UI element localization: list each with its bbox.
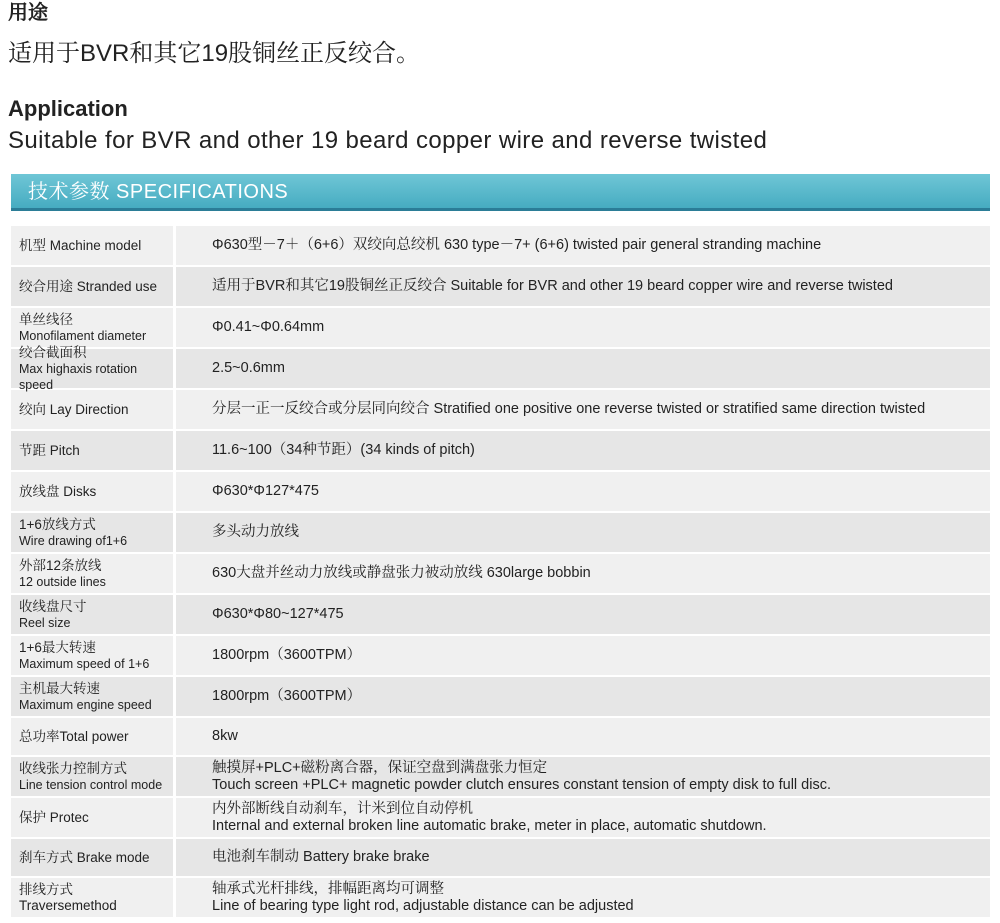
spec-row-lay-direction [11, 390, 990, 429]
spec-label-line: 刹车方式 Brake mode [19, 849, 150, 865]
spec-label-line: 单丝线径 [19, 311, 73, 327]
spec-row-brake-mode [11, 839, 990, 876]
spec-value-line: 2.5~0.6mm [212, 360, 285, 376]
spec-label-line: Monofilament diameter [19, 328, 147, 343]
spec-value [176, 308, 990, 347]
spec-label-line: 12 outside lines [19, 574, 106, 589]
spec-label [11, 390, 176, 429]
spec-row-max-speed-1-6 [11, 636, 990, 675]
spec-value-line: Line of bearing type light rod, adjustable distance can be adjusted [212, 897, 634, 914]
spec-label-line: Wire drawing of1+6 [19, 533, 128, 548]
spec-label [11, 798, 176, 837]
spec-label-line: Max highaxis rotation speed [19, 361, 138, 392]
spec-label-line: 1+6最大转速 [19, 639, 96, 655]
spec-value [176, 267, 990, 306]
spec-value-line: 适用于BVR和其它19股铜丝正反绞合 Suitable for BVR and other 19 beard copper wire and reverse twisted [212, 278, 893, 294]
spec-label-line: 绞向 Lay Direction [19, 401, 129, 417]
spec-label-line: 总功率Total power [19, 728, 129, 744]
spec-value-line: Φ0.41~Φ0.64mm [212, 319, 325, 335]
spec-row-traverse-method [11, 878, 990, 917]
spec-value [176, 513, 990, 552]
spec-value [176, 595, 990, 634]
application-title: Application [8, 96, 128, 121]
spec-label-line: 节距 Pitch [19, 442, 80, 458]
spec-label [11, 677, 176, 716]
spec-label-line: 机型 Machine model [19, 237, 142, 253]
spec-label [11, 431, 176, 470]
spec-value [176, 431, 990, 470]
spec-value [176, 472, 990, 511]
spec-label-line: Line tension control mode [19, 777, 163, 792]
spec-row-max-engine-speed [11, 677, 990, 716]
spec-value-line: 1800rpm（3600TPM） [212, 688, 362, 704]
specifications-header: 技术参数 SPECIFICATIONS [28, 181, 289, 203]
spec-row-outside-lines [11, 554, 990, 593]
spec-row-wire-drawing [11, 513, 990, 552]
spec-value-line: 电池刹车制动 Battery brake brake [212, 849, 430, 865]
spec-label-line: 收线盘尺寸 [19, 598, 87, 614]
spec-row-pitch [11, 431, 990, 470]
spec-value-line: 轴承式光杆排线，排幅距离均可调整 [212, 880, 444, 897]
spec-value [176, 757, 990, 796]
spec-label [11, 513, 176, 552]
spec-value-line: 触摸屏+PLC+磁粉离合器，保证空盘到满盘张力恒定 [212, 759, 548, 776]
spec-value-line: 多头动力放线 [212, 524, 299, 540]
usage-title: 用途 [8, 2, 48, 24]
spec-label [11, 878, 176, 917]
spec-value [176, 798, 990, 837]
spec-row-line-tension-control [11, 757, 990, 796]
spec-value-line: 1800rpm（3600TPM） [212, 647, 362, 663]
spec-label [11, 472, 176, 511]
spec-value-line: Φ630*Φ127*475 [212, 483, 320, 499]
specifications-banner [11, 174, 990, 211]
spec-value [176, 349, 990, 388]
spec-row-protection [11, 798, 990, 837]
spec-row-total-power [11, 718, 990, 755]
spec-label [11, 757, 176, 796]
spec-label [11, 267, 176, 306]
spec-value [176, 878, 990, 917]
spec-value [176, 554, 990, 593]
spec-label [11, 636, 176, 675]
spec-label-line: 绞合用途 Stranded use [19, 278, 158, 294]
spec-value-line: 630大盘并丝动力放线或静盘张力被动放线 630large bobbin [212, 565, 591, 581]
spec-row-reel-size [11, 595, 990, 634]
spec-value-line: Φ630*Φ80~127*475 [212, 606, 344, 622]
spec-label-line: Reel size [19, 615, 71, 630]
application-text: Suitable for BVR and other 19 beard copper wire and reverse twisted [8, 127, 768, 154]
spec-value-line: 11.6~100（34种节距）(34 kinds of pitch) [212, 442, 475, 458]
spec-label-line: 1+6放线方式 [19, 516, 96, 532]
spec-value-line: 分层一正一反绞合或分层同向绞合 Stratified one positive one reverse twisted or stratified same direction twisted [212, 401, 926, 417]
spec-label [11, 839, 176, 876]
spec-value [176, 839, 990, 876]
specifications-table [11, 226, 990, 919]
spec-label-line: 收线张力控制方式 [19, 760, 127, 776]
spec-row-stranded-cross-section [11, 344, 990, 392]
spec-row-disks [11, 472, 990, 511]
spec-label [11, 554, 176, 593]
spec-value [176, 226, 990, 265]
spec-label-line: 排线方式 Traversemethod [19, 881, 117, 913]
spec-label [11, 718, 176, 755]
spec-label [11, 595, 176, 634]
usage-text: 适用于BVR和其它19股铜丝正反绞合。 [8, 40, 421, 67]
spec-label-line: 绞合截面积 [19, 344, 87, 360]
spec-value-line: 内外部断线自动刹车，计米到位自动停机 [212, 800, 473, 817]
spec-label-line: Maximum speed of 1+6 [19, 656, 150, 671]
spec-row-stranded-use [11, 267, 990, 306]
spec-label-line: 主机最大转速 [19, 680, 100, 696]
spec-value-line: Internal and external broken line automatic brake, meter in place, automatic shutdown. [212, 817, 767, 834]
spec-value-line: Φ630型－7＋（6+6）双绞向总绞机 630 type－7+ (6+6) twisted pair general stranding machine [212, 237, 822, 253]
spec-label-line: 保护 Protec [19, 809, 89, 825]
spec-row-machine-model [11, 226, 990, 265]
spec-value [176, 677, 990, 716]
spec-label [11, 226, 176, 265]
spec-value [176, 390, 990, 429]
spec-label-line: 外部12条放线 [19, 557, 102, 573]
spec-value-line: 8kw [212, 728, 238, 744]
spec-value [176, 718, 990, 755]
spec-label [11, 344, 176, 392]
spec-label-line: Maximum engine speed [19, 697, 152, 712]
spec-row-monofilament-diameter [11, 308, 990, 347]
spec-label-line: 放线盘 Disks [19, 483, 97, 499]
spec-value-line: Touch screen +PLC+ magnetic powder clutch ensures constant tension of empty disk to full disc. [212, 776, 831, 793]
spec-value [176, 636, 990, 675]
spec-label [11, 308, 176, 347]
